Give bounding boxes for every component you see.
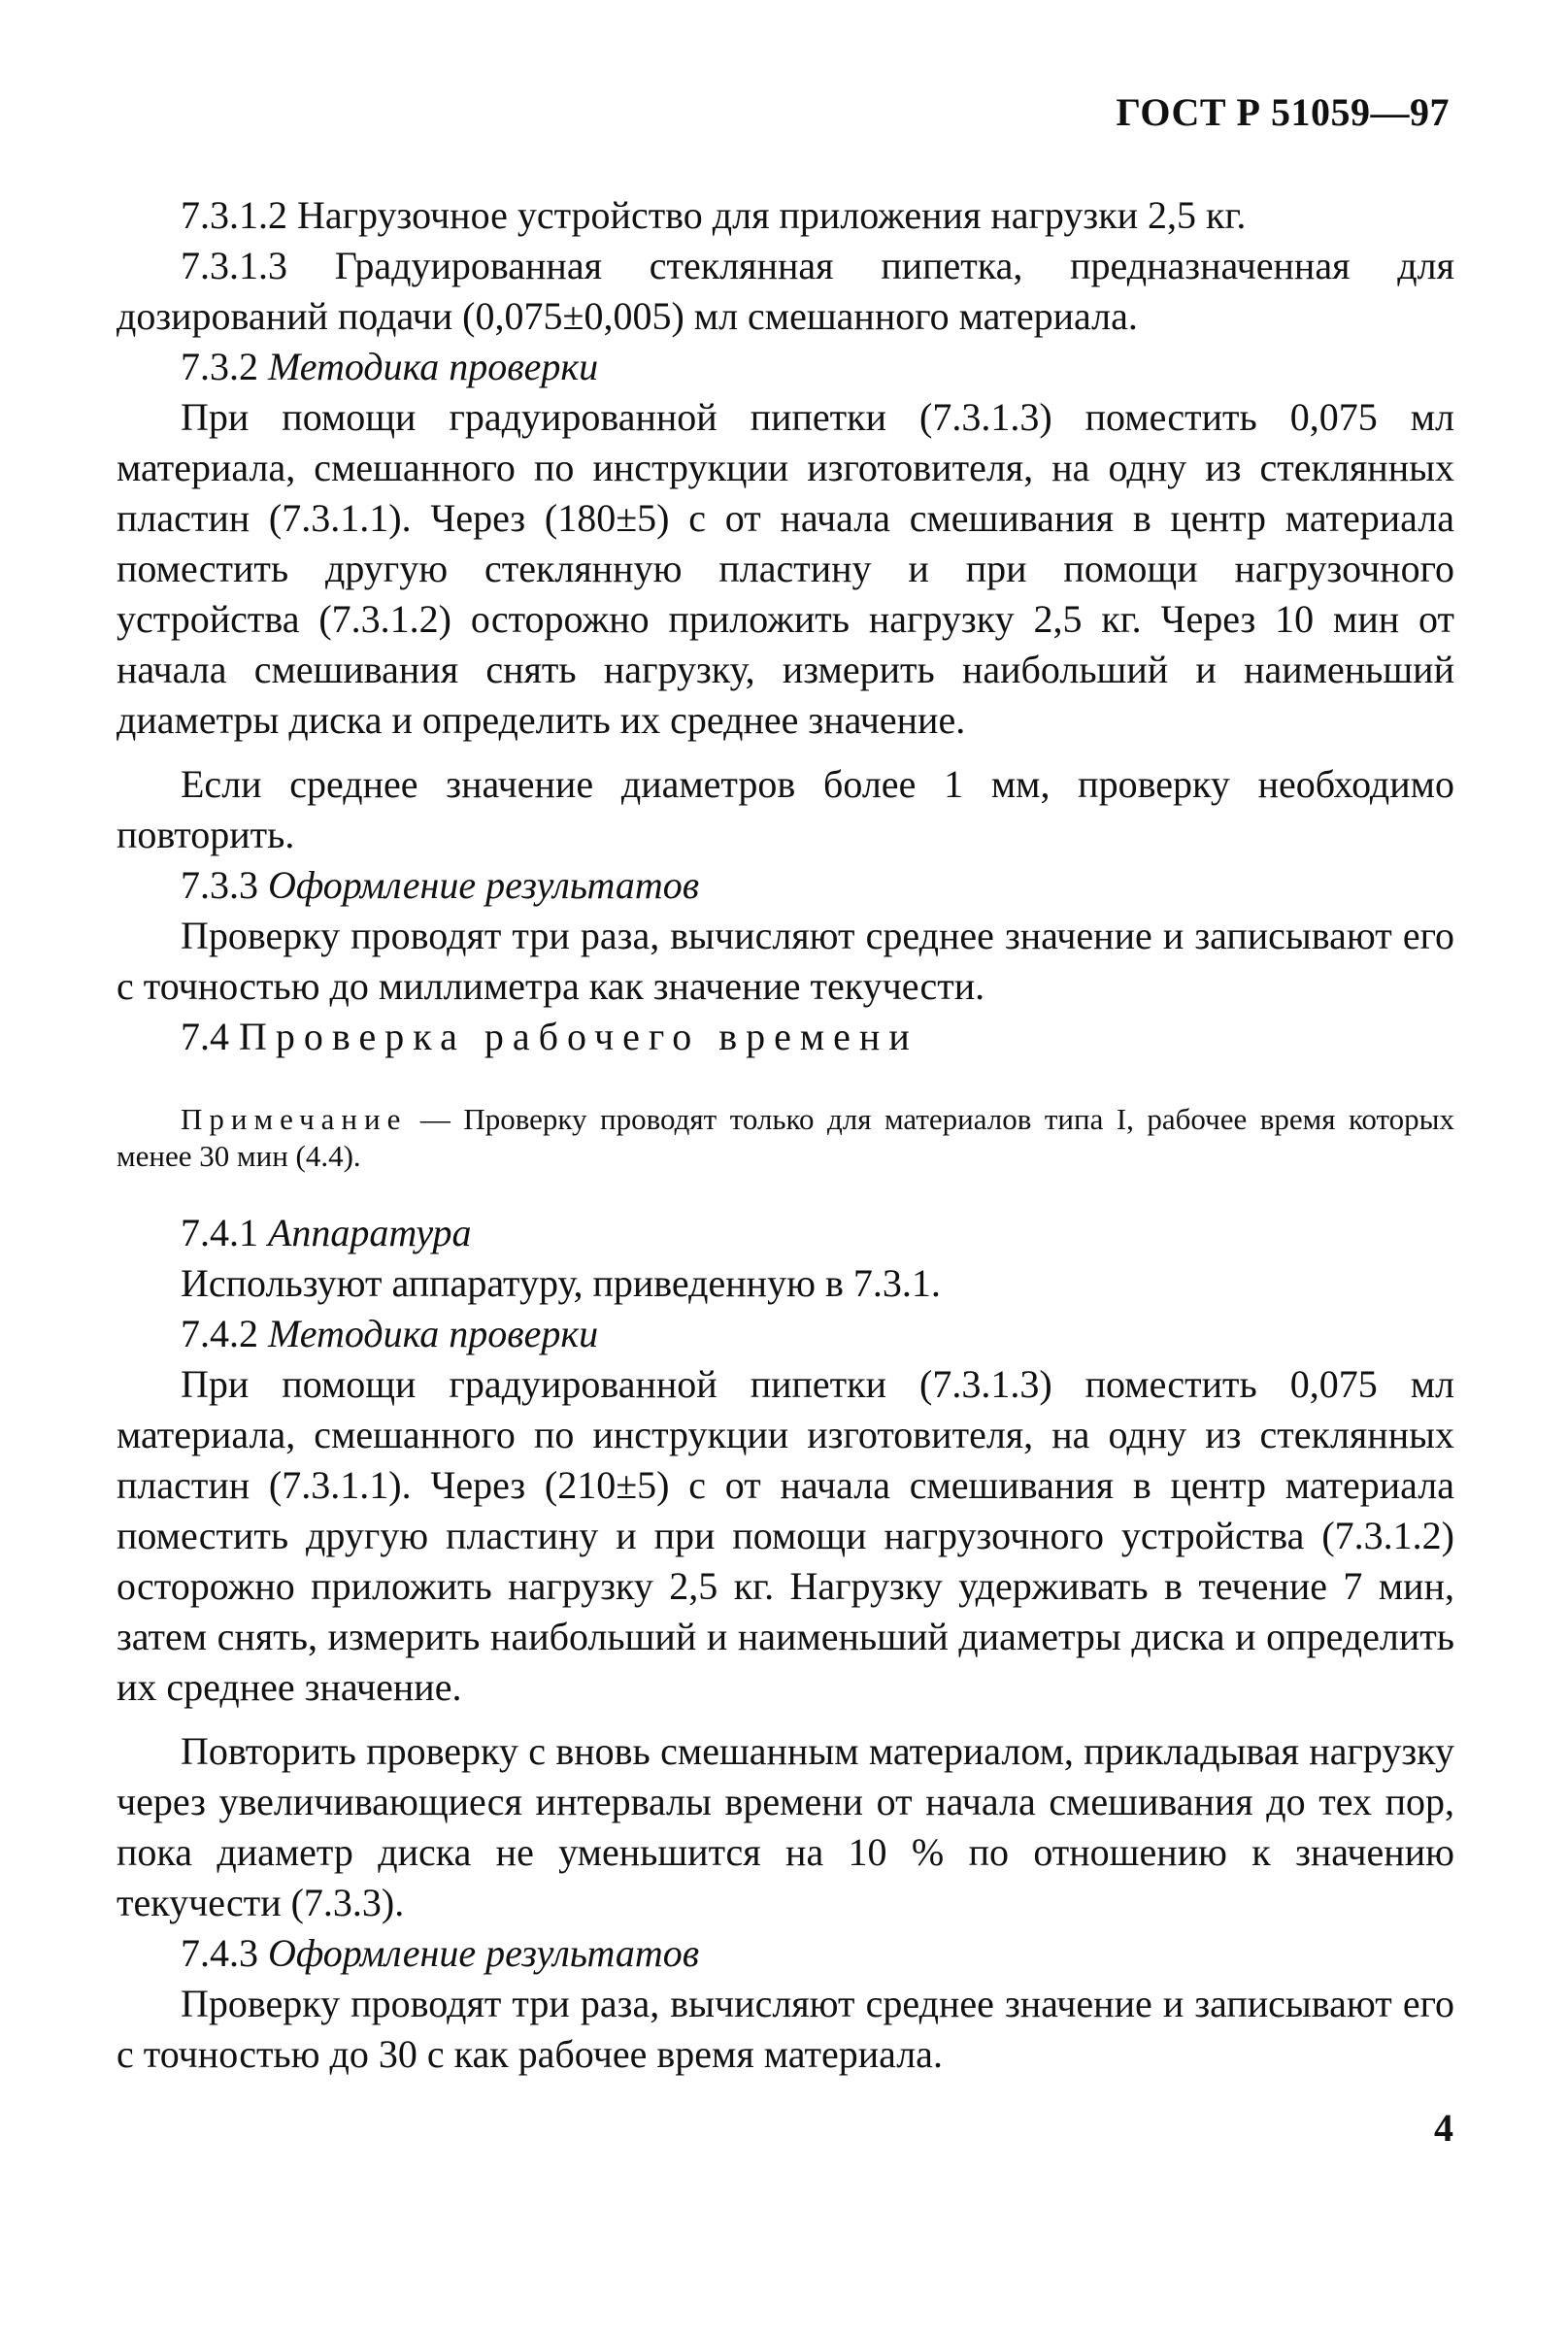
heading-7-3-2-number: 7.3.2 (181, 345, 258, 388)
heading-7-3-3 (117, 860, 1454, 911)
heading-7-4-number: 7.4 (181, 1015, 229, 1058)
clause-7-4-2-text: При помощи градуированной пипетки (7.3.1.3) поместить 0,075 мл материала, смешанного по инструкции изготовителя, на одну из стеклянных пластин (7.3.1.1). Через (210±5) с от начала смешивания в центр материала поместить другую пластину и при помощи нагрузочного устройства (7.3.1.2) осторожно приложить нагрузку 2,5 кг. Нагрузку удерживать в течение 7 мин, затем снять, измерить наибольший и наименьший диаметры диска и определить их среднее значение. (117, 1362, 1454, 1709)
clause-7-4-2-repeat: Повторить проверку с вновь смешанным материалом, прикладывая нагрузку через увеличивающиеся интервалы времени от начала смешивания до тех пор, пока диаметр диска не уменьшится на 10 % по отношению к значению текучести (7.3.3). (117, 1729, 1454, 1924)
heading-7-4-title: Проверка рабочего времени (239, 1015, 918, 1058)
heading-7-4-3-number: 7.4.3 (181, 1931, 258, 1975)
clause-7-3-3-text: Проверку проводят три раза, вычисляют среднее значение и записывают его с точностью до миллиметра как значение текучести. (117, 914, 1454, 1008)
clause-7-4-1-text: Используют аппаратуру, приведенную в 7.3.1. (181, 1261, 941, 1305)
document-body (117, 190, 1454, 2080)
clause-7-3-2-repeat: Если среднее значение диаметров более 1 мм, проверку необходимо повторить. (117, 762, 1454, 856)
heading-7-4 (117, 1012, 1454, 1062)
heading-7-4-2-title: Методика проверки (268, 1312, 599, 1355)
heading-7-3-2-title: Методика проверки (268, 345, 599, 388)
clause-7-3-1-3: 7.3.1.3 Градуированная стеклянная пипетка, предназначенная для дозирований подачи (0,075±0,005) мл смешанного материала. (117, 244, 1454, 338)
document-header-id: ГОСТ Р 51059—97 (1116, 90, 1450, 134)
note-7-4 (117, 1101, 1454, 1175)
note-text: — Проверку проводят только для материалов типа I, рабочее время которых менее 30 мин (4.4). (117, 1102, 1454, 1173)
clause-7-3-1-2: 7.3.1.2 Нагрузочное устройство для приложения нагрузки 2,5 кг. (181, 193, 1247, 237)
heading-7-3-3-title: Оформление результатов (268, 863, 700, 907)
heading-7-3-3-number: 7.3.3 (181, 863, 258, 907)
heading-7-4-2-number: 7.4.2 (181, 1312, 258, 1355)
heading-7-4-2 (117, 1309, 1454, 1359)
clause-7-3-2-text: При помощи градуированной пипетки (7.3.1.3) поместить 0,075 мл материала, смешанного по инструкции изготовителя, на одну из стеклянных пластин (7.3.1.1). Через (180±5) с от начала смешивания в центр материала поместить другую стеклянную пластину и при помощи нагрузочного устройства (7.3.1.2) осторожно приложить нагрузку 2,5 кг. Через 10 мин от начала смешивания снять нагрузку, измерить наибольший и наименьший диаметры диска и определить их среднее значение. (117, 395, 1454, 742)
note-label: Примечание (181, 1102, 408, 1136)
heading-7-4-3-title: Оформление результатов (268, 1931, 700, 1975)
heading-7-3-2 (117, 342, 1454, 392)
heading-7-4-3 (117, 1928, 1454, 1979)
clause-7-4-3-text: Проверку проводят три раза, вычисляют среднее значение и записывают его с точностью до 30 с как рабочее время материала. (117, 1982, 1454, 2076)
heading-7-4-1-title: Аппаратура (268, 1211, 472, 1254)
page-number: 4 (1434, 2106, 1453, 2150)
heading-7-4-1 (117, 1208, 1454, 1258)
heading-7-4-1-number: 7.4.1 (181, 1211, 258, 1254)
